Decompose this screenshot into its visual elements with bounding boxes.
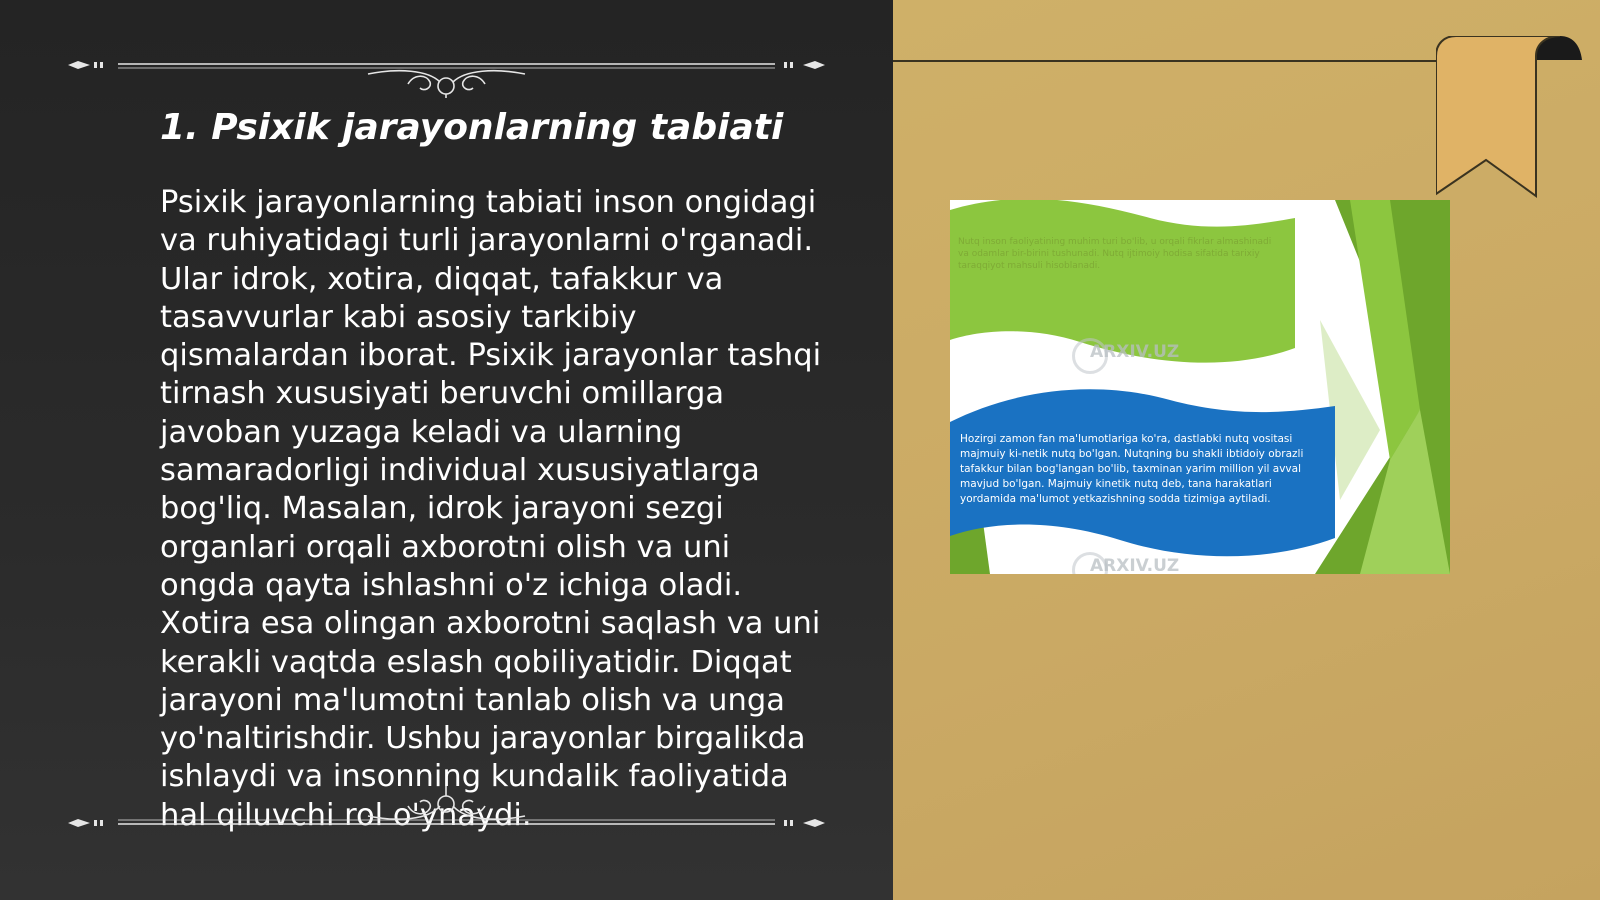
slide-thumbnail-image [950, 200, 1450, 574]
slide-body-text: Psixik jarayonlarning tabiati inson ongidagi va ruhiyatidagi turli jarayonlarni o'rganadi. Ular idrok, xotira, diqqat, tafakkur va tasavvurlar kabi asosiy tarkibiy qismalardan iborat. Psixik jarayonlar tashqi tirnash xususiyati beruvchi omillarga javoban yuzaga keladi va ularning samaradorligi individual xususiyatlarga bog'liq. Masalan, idrok jarayoni sezgi organlari orqali axborotni olish va uni ongda qayta ishlashni o'z ichiga oladi. Xotira esa olingan axborotni saqlash va uni kerakli vaqtda eslash qobiliyatidir. Diqqat jarayoni ma'lumotni tanlab olish va unga yo'naltirishdir. Ushbu jarayonlar birgalikda ishlaydi va insonning kundalik faoliyatida hal qiluvchi rol o'ynaydi. [160, 185, 822, 833]
ornament-top-divider [68, 38, 825, 98]
bookmark-ribbon-icon [1436, 36, 1586, 200]
thumbnail-watermark: ARXIV.UZ [1090, 342, 1180, 362]
slide-title: 1. Psixik jarayonlarning tabiati [160, 107, 784, 148]
thumbnail-green-text: Nutq inson faoliyatining muhim turi bo'lib, u orqali fikrlar almashinadi va odamlar bir-birini tushunadi. Nutq ijtimoiy hodisa sifatida tarixiy taraqqiyot mahsuli hisoblanadi. [958, 237, 1272, 271]
thumbnail-watermark: ARXIV.UZ [1090, 556, 1180, 574]
ornament-bottom-divider [68, 776, 825, 836]
decorative-line [893, 60, 1438, 62]
thumbnail-blue-text: Hozirgi zamon fan ma'lumotlariga ko'ra, dastlabki nutq vositasi majmuiy ki-netik nutq bo'lgan. Nutqning bu shakli ibtidoiy obrazli tafakkur bilan bog'langan bo'lib, taxminan yarim million yil avval mavjud bo'lgan. Majmuiy kinetik nutq deb, tana harakatlari yordamida ma'lumot yetkazishning sodda tizimiga aytiladi. [960, 433, 1304, 505]
